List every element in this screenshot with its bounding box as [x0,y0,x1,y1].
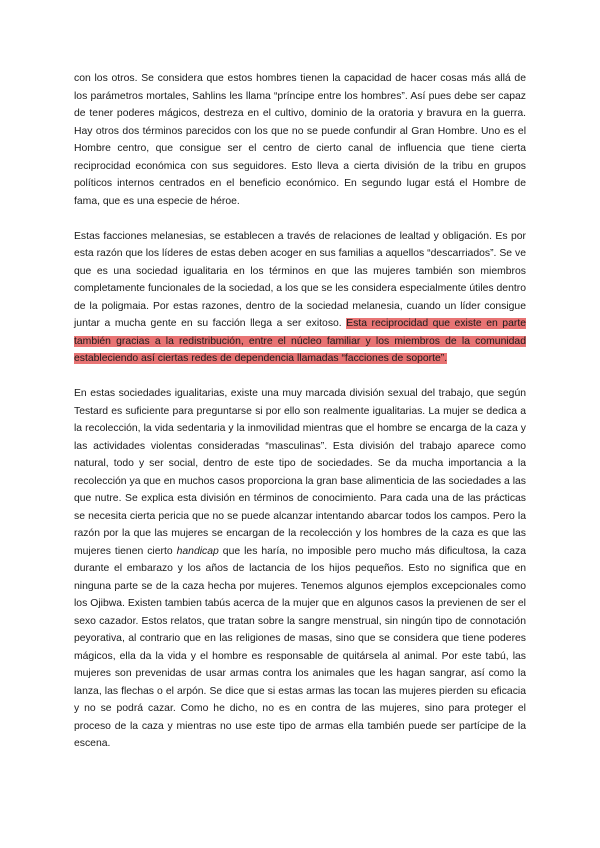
paragraph-3-text-start: En estas sociedades igualitarias, existe una muy marcada división sexual del trabajo, que según Testard es suficiente para preguntarse si por ello son realmente igualitarias. La mujer se dedica a la recolección, la vida sedentaria y la inmovilidad mientras que el hombre se encarga de la caza y las actividades violentas consideradas “masculinas”. Esta división del trabajo aparece como natural, todo y ser social, dentro de este tipo de sociedades. Se da mucha importancia a la recolección ya que en muchos casos proporciona la gran base alimenticia de las sociedades a las que nutre. Se explica esta división en términos de conocimiento. Para cada una de las prácticas se necesita cierta pericia que no se puede alcanzar intentando abarcar todos los campos. Pero la razón por la que las mujeres se encargan de la recolección y los hombres de la caza es que las mujeres tienen cierto [74,388,526,557]
paragraph-2-text: Estas facciones melanesias, se establecen a través de relaciones de lealtad y obligación. Es por esta razón que los líderes de estas deben acoger en sus familias a aquellos “descarriados”. Se ve que es una sociedad igualitaria en los términos en que las mujeres también son miembros completamente funcionales de la sociedad, a los que se les considera especialmente útiles dentro de la poligmaia. Por estas razones, dentro de la sociedad melanesia, cuando un líder consigue juntar a mucha gente en su facción llega a ser exitoso. [74,230,526,329]
document-page [74,70,526,770]
paragraph-3-text-end: que les haría, no imposible pero mucho más dificultosa, la caza durante el embarazo y los años de lactancia de los hijos pequeños. Esto no significa que en ninguna parte se de la caza hecha por mujeres. Tenemos algunos ejemplos excepcionales como los Ojibwa. Existen tambien tabús acerca de la mujer que en algunos casos la previenen de ser el sexo cazador. Estos relatos, que tratan sobre la sangre menstrual, sin ningún tipo de connotación peyorativa, al contrario que en las religiones de masas, sino que se considera que tiene poderes mágicos, ella da la vida y el hombre es responsable de quitársela al animal. Por este tabú, las mujeres son prevenidas de usar armas contra los animales que les hagan sangrar, así como la lanza, las flechas o el arpón. Se dice que si estas armas las tocan las mujeres pierden su eficacia y no se podrá cazar. Como he dicho, no es en contra de las mujeres, sino para proteger el proceso de la caza y mientras no use este tipo de armas ella también puede ser partícipe de la escena. [74,545,526,749]
highlighted-text: Esta reciprocidad que existe en parte también gracias a la redistribución, entre el núcleo familiar y los miembros de la comunidad estableciendo así ciertas redes de dependencia llamadas “facciones de soporte”. [74,318,526,364]
paragraph-3 [74,385,526,753]
paragraph-1 [74,70,526,210]
paragraph-2 [74,228,526,368]
paragraph-1-text: con los otros. Se considera que estos hombres tienen la capacidad de hacer cosas más allá de los parámetros mortales, Sahlins les llama “príncipe entre los hombres”. Así pues debe ser capaz de tener poderes mágicos, destreza en el cultivo, dominio de la oratoria y bravura en la guerra. Hay otros dos términos parecidos con los que no se puede confundir al Gran Hombre. Uno es el Hombre centro, que consigue ser el centro de cierto canal de influencia que tiene cierta reciprocidad económica con sus seguidores. Esto lleva a cierta división de la tribu en grupos políticos internos centrados en el beneficio económico. En segundo lugar está el Hombre de fama, que es una especie de héroe. [74,73,526,207]
italic-term: handicap [176,545,219,557]
